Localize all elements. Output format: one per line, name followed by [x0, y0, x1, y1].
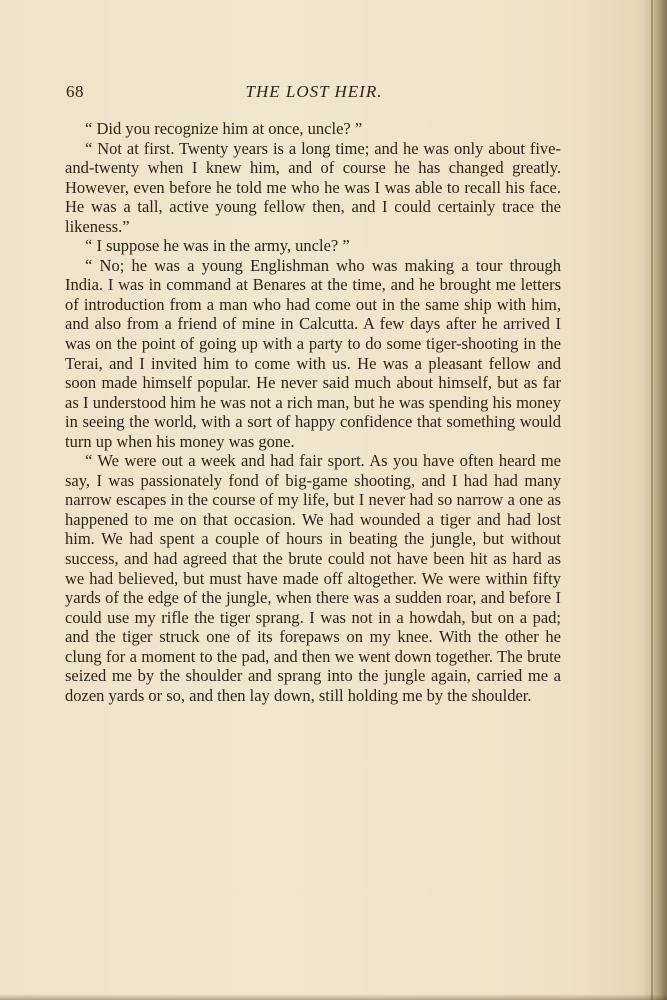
page-edge-shadow — [643, 0, 667, 1000]
running-title: THE LOST HEIR. — [245, 82, 383, 101]
paragraph: “ We were out a week and had fair sport. As you have often heard me say, I was passionately fond of big-game shooting, and I had had many narrow escapes in the course of my life, but I never had so narrow a one as happened to me on that occasion. We had wounded a tiger and had lost him. We had spent a couple of hours in beating the jungle, but without success, and had agreed that the brute could not have been hit as hard as we had believed, but must have made off altogether. We were within fifty yards of the edge of the jungle, when there was a sudden roar, and before I could use my rifle the tiger sprang. I was not in a howdah, but on a pad; and the tiger struck one of its forepaws on my knee. With the other he clung for a moment to the pad, and then we went down together. The brute seized me by the shoulder and sprang into the jungle again, carried me a dozen yards or so, and then lay down, still holding me by the shoulder. — [65, 451, 561, 705]
page-edge-line — [651, 0, 653, 1000]
page-number: 68 — [66, 82, 84, 101]
page-bottom-shadow — [0, 994, 667, 1000]
paragraph: “ Did you recognize him at once, uncle? ” — [85, 119, 363, 138]
paragraph: “ I suppose he was in the army, uncle? ” — [85, 236, 350, 256]
paragraph: “ No; he was a young Englishman who was making a tour through India. I was in command at Benares at the time, and he brought me letters of introduction from a man who had come out in the same ship with him, and also from a friend of mine in Calcutta. A few days after he arrived I was on the point of going up with a party to do some tiger-shooting in the Terai, and I invited him to come with us. He was a pleasant fellow and soon made himself popular. He never said much about himself, but as far as I understood him he was not a rich man, but he was spending his money in seeing the world, with a sort of happy confidence that something would turn up when his money was gone. — [65, 255, 561, 451]
paragraph: “ Not at first. Twenty years is a long time; and he was only about five-and-twenty when I knew him, and of course he has changed greatly. However, even before he told me who he was I was able to recall his face. He was a tall, active young fellow then, and I could certainly trace the likeness.” — [65, 138, 561, 236]
page-header — [66, 82, 562, 104]
body-text — [65, 119, 561, 705]
